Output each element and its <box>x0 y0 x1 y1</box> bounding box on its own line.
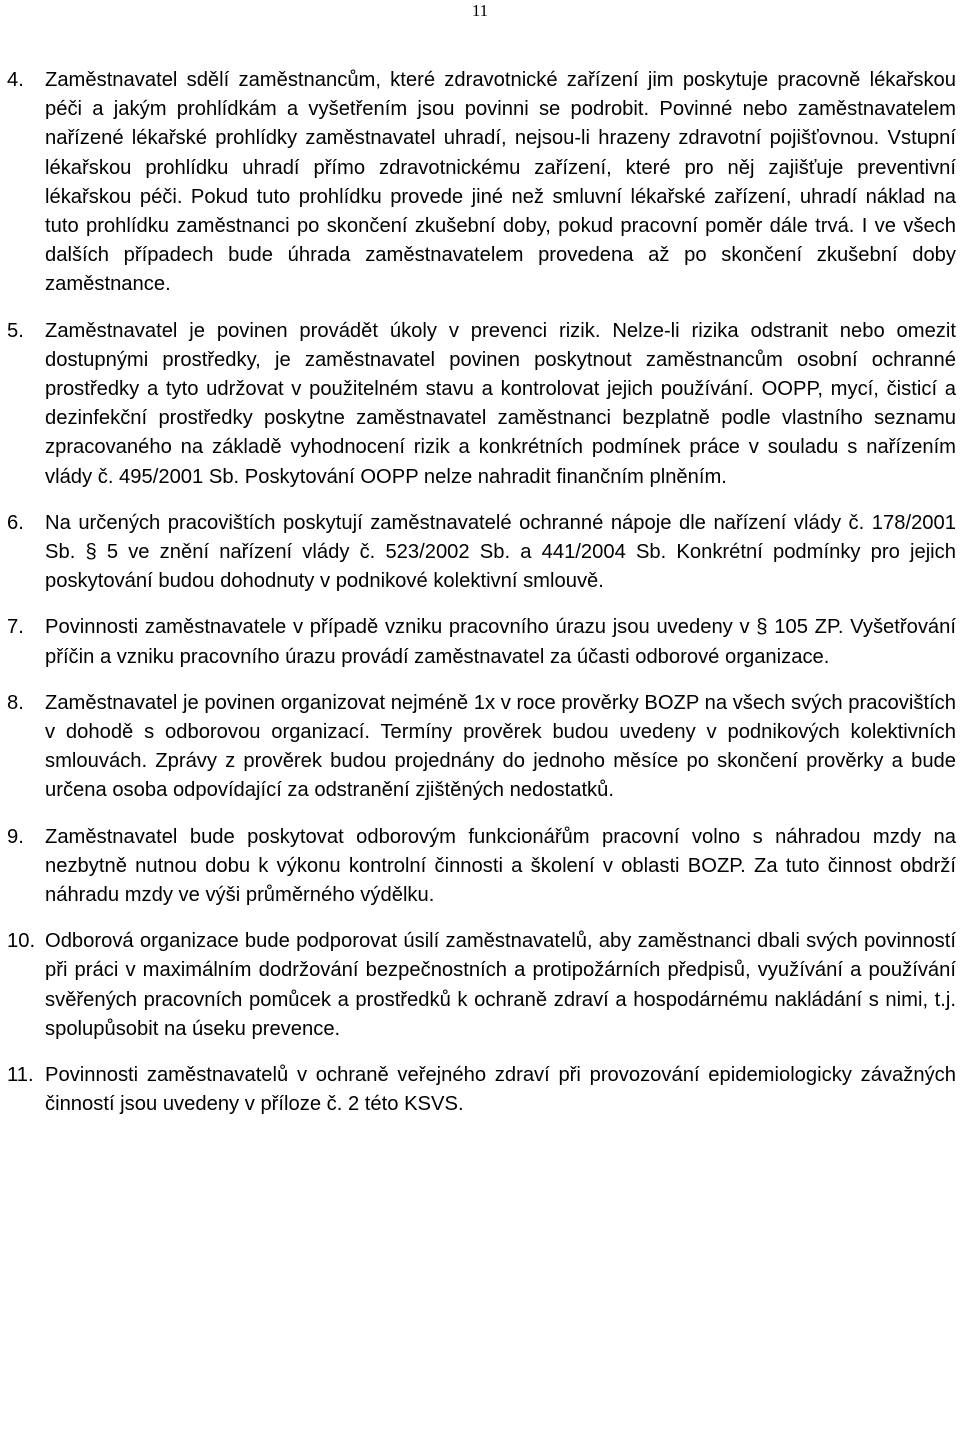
item-number: 8. <box>7 691 24 714</box>
list-item <box>0 509 960 597</box>
item-number: 7. <box>7 616 24 639</box>
list-item <box>0 613 960 671</box>
item-number: 6. <box>7 511 24 534</box>
page-number: 11 <box>471 1 489 20</box>
item-number: 10. <box>7 930 36 953</box>
item-text: Povinnosti zaměstnavatele v případě vzniku pracovního úrazu jsou uvedeny v § 105 ZP. Vyšetřování příčin a vzniku pracovního úrazu provádí zaměstnavatel za účasti odborové organizace. <box>45 616 956 668</box>
item-text: Zaměstnavatel sdělí zaměstnancům, které zdravotnické zařízení jim poskytuje pracovně lékařskou péči a jakým prohlídkám a vyšetřením jsou povinni se podrobit. Povinné nebo zaměstnavatelem nařízené lékařské prohlídky zaměstnavatel uhradí, nejsou-li hrazeny zdravotní pojišťovnou. Vstupní lékařskou prohlídku uhradí přímo zdravotnickému zařízení, které pro něj zajišťuje preventivní lékařskou péči. Pokud tuto prohlídku provede jiné než smluvní lékařské zařízení, uhradí náklad na tuto prohlídku zaměstnanci po skončení zkušební doby, pokud pracovní poměr dále trvá. I ve všech dalších případech bude úhrada zaměstnavatelem provedena až po skončení zkušební doby zaměstnance. <box>45 69 956 296</box>
list-item <box>0 927 960 1044</box>
item-number: 9. <box>7 825 24 848</box>
item-number: 5. <box>7 319 24 342</box>
list-item <box>0 66 960 300</box>
item-number: 11. <box>7 1064 34 1087</box>
list-item <box>0 317 960 492</box>
item-text: Odborová organizace bude podporovat úsilí zaměstnavatelů, aby zaměstnanci dbali svých povinností při práci v maximálním dodržování bezpečnostních a protipožárních předpisů, využívání a používání svěřených pracovních pomůcek a prostředků k ochraně zdraví a hospodárnému nakládání s nimi, t.j. spolupůsobit na úseku prevence. <box>45 930 956 1040</box>
item-text: Zaměstnavatel je povinen organizovat nejméně 1x v roce prověrky BOZP na všech svých pracovištích v dohodě s odborovou organizací. Termíny prověrek budou uvedeny v podnikových kolektivních smlouvách. Zprávy z prověrek budou projednány do jednoho měsíce po skončení prověrky a bude určena osoba odpovídající za odstranění zjištěných nedostatků. <box>45 691 956 802</box>
item-text: Zaměstnavatel bude poskytovat odborovým funkcionářům pracovní volno s náhradou mzdy na nezbytně nutnou dobu k výkonu kontrolní činnosti a školení v oblasti BOZP. Za tuto činnost obdrží náhradu mzdy ve výši průměrného výdělku. <box>45 825 956 907</box>
list-item <box>0 823 960 911</box>
list-item <box>0 1061 960 1119</box>
item-number: 4. <box>7 69 24 91</box>
item-text: Zaměstnavatel je povinen provádět úkoly v prevenci rizik. Nelze-li rizika odstranit nebo omezit dostupnými prostředky, je zaměstnavatel povinen poskytnout zaměstnancům osobní ochranné prostředky a tyto udržovat v použitelném stavu a kontrolovat jejich používání. OOPP, mycí, čisticí a dezinfekční prostředky poskytne zaměstnavatel zaměstnanci bezplatně podle vlastního seznamu zpracovaného na základě vyhodnocení rizik a konkrétních podmínek práce v souladu s nařízením vlády č. 495/2001 Sb. Poskytování OOPP nelze nahradit finančním plněním. <box>45 319 956 488</box>
item-text: Povinnosti zaměstnavatelů v ochraně veřejného zdraví při provozování epidemiologicky závažných činností jsou uvedeny v příloze č. 2 této KSVS. <box>45 1064 956 1116</box>
item-text: Na určených pracovištích poskytují zaměstnavatelé ochranné nápoje dle nařízení vlády č. 178/2001 Sb. § 5 ve znění nařízení vlády č. 523/2002 Sb. a 441/2004 Sb. Konkrétní podmínky pro jejich poskytování budou dohodnuty v podnikové kolektivní smlouvě. <box>45 511 956 593</box>
list-item <box>0 689 960 806</box>
numbered-list <box>0 66 960 1120</box>
